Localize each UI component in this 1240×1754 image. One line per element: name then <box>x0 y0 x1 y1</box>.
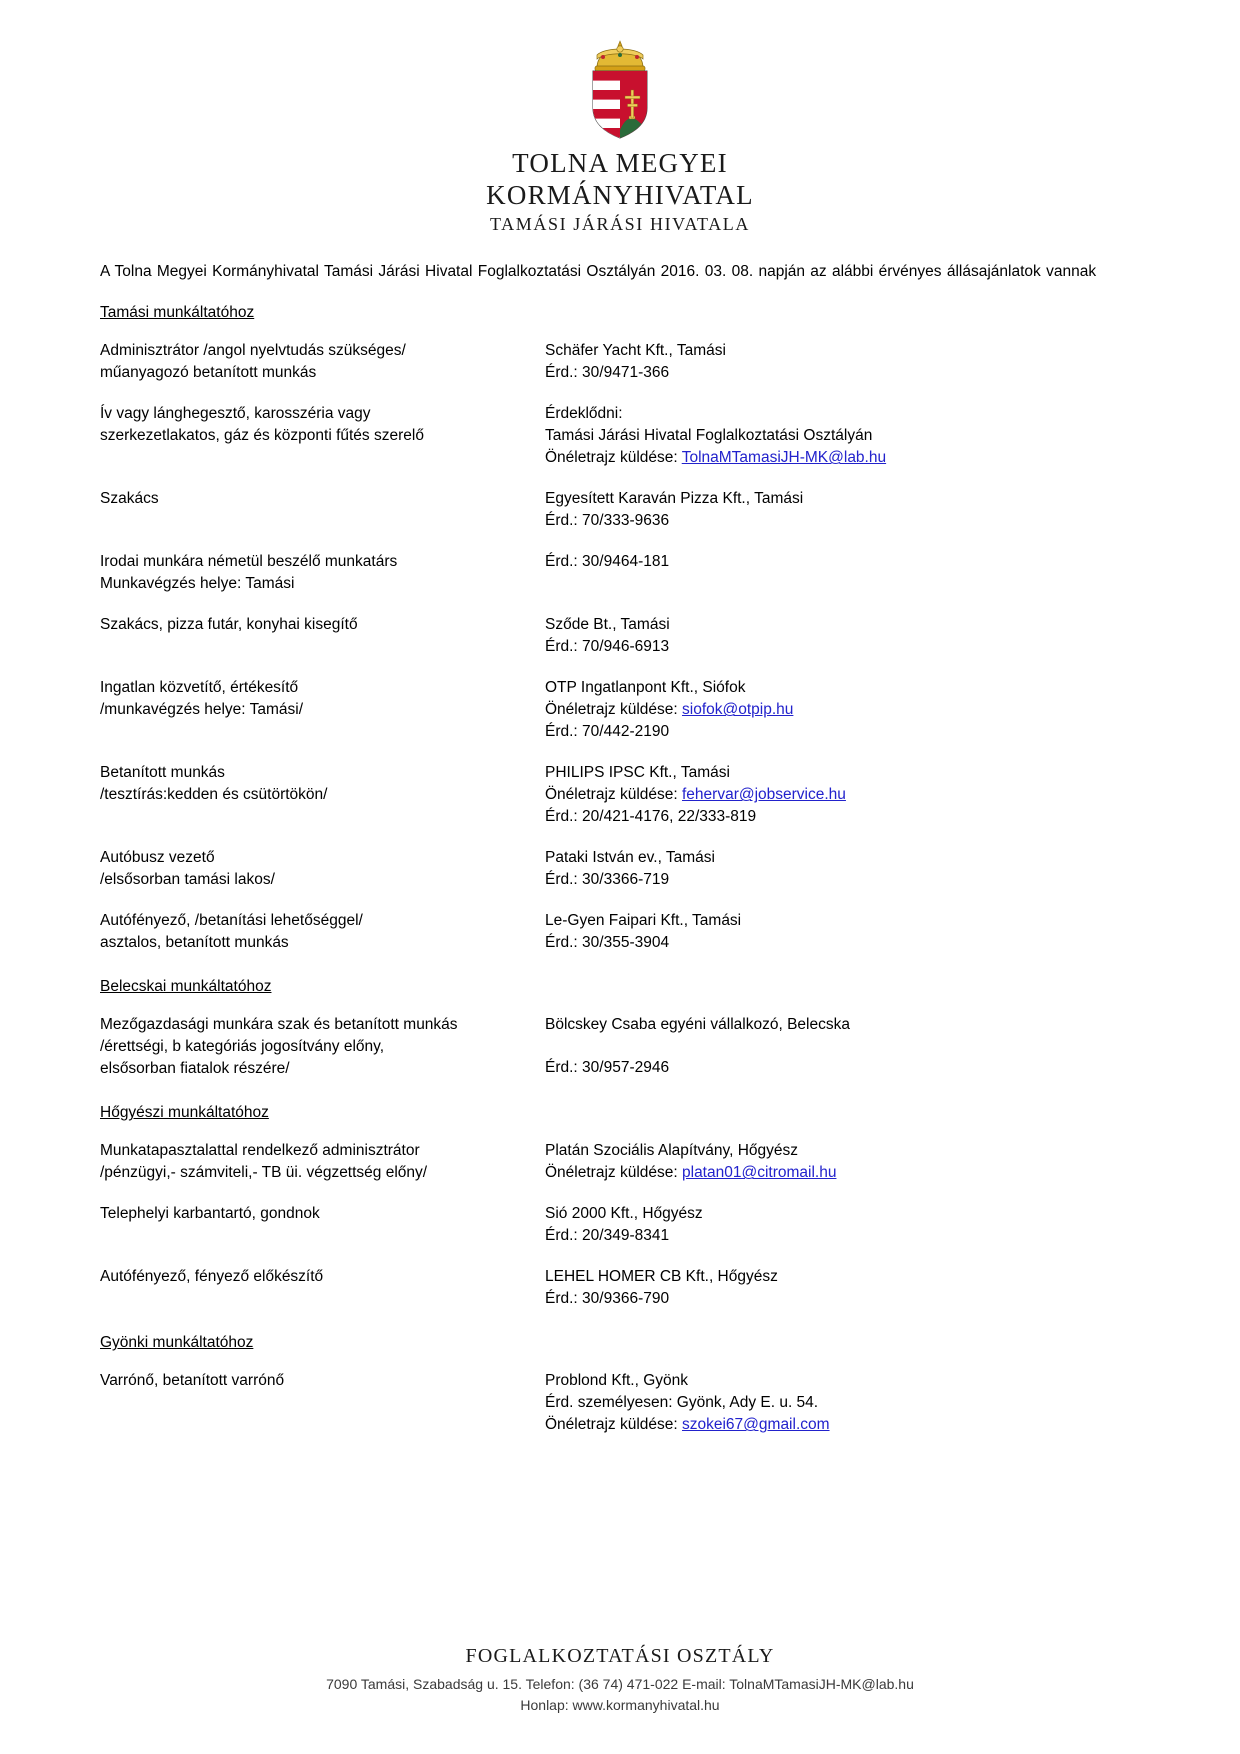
contact-text: OTP Ingatlanpont Kft., Siófok <box>545 679 746 697</box>
employer-contact-line <box>545 677 1140 699</box>
job-title-line: műanyagozó betanított munkás <box>100 364 317 382</box>
blank-line <box>545 1036 1140 1057</box>
employer-contact-line <box>545 1014 1140 1036</box>
employer-contact-block <box>545 910 1140 954</box>
job-title-line: Autófényező, /betanítási lehetőséggel/ <box>100 912 363 930</box>
job-title-block <box>100 847 545 891</box>
job-title-block <box>100 1203 545 1247</box>
employer-contact-line <box>545 784 1140 806</box>
contact-text: Tamási Járási Hivatal Foglalkoztatási Osztályán <box>545 427 873 445</box>
contact-text: Önéletrajz küldése: <box>545 1416 682 1434</box>
job-title-line: Betanított munkás <box>100 764 225 782</box>
employer-contact-line <box>545 1370 1140 1392</box>
hungarian-coat-of-arms-icon <box>581 38 659 142</box>
contact-text: Érd.: 30/355-3904 <box>545 934 670 952</box>
contact-text: Érd.: 30/9471-366 <box>545 364 670 382</box>
job-listing <box>100 910 1140 954</box>
job-listing <box>100 1370 1140 1436</box>
employer-contact-line <box>545 806 1140 828</box>
job-title-block <box>100 403 545 469</box>
employer-contact-line <box>545 869 1140 891</box>
job-title-line: /munkavégzés helye: Tamási/ <box>100 701 304 719</box>
employer-contact-line <box>545 488 1140 510</box>
job-listing <box>100 1266 1140 1310</box>
contact-text: Önéletrajz küldése: <box>545 701 682 719</box>
employer-contact-block <box>545 551 1140 595</box>
employer-contact-block <box>545 340 1140 384</box>
job-title-line: Mezőgazdasági munkára szak és betanított munkás <box>100 1016 458 1034</box>
employer-contact-block <box>545 614 1140 658</box>
employer-contact-block <box>545 1140 1140 1184</box>
employer-contact-line <box>545 1203 1140 1225</box>
contact-text: Érd. személyesen: Gyönk, Ady E. u. 54. <box>545 1394 819 1412</box>
contact-text: Problond Kft., Gyönk <box>545 1372 689 1390</box>
job-title-block <box>100 1370 545 1436</box>
employer-contact-block <box>545 488 1140 532</box>
job-listing <box>100 488 1140 532</box>
job-title-line: asztalos, betanított munkás <box>100 934 289 952</box>
contact-text: Érd.: 30/9366-790 <box>545 1290 670 1308</box>
org-name-line3: TAMÁSI JÁRÁSI HIVATALA <box>490 213 750 234</box>
job-title-line: Szakács, pizza futár, konyhai kisegítő <box>100 616 358 634</box>
footer-address: 7090 Tamási, Szabadság u. 15. Telefon: (36 74) 471-022 E-mail: TolnaMTamasiJH-MK@lab.hu <box>326 1676 914 1692</box>
job-listing <box>100 1203 1140 1247</box>
employer-contact-block <box>545 1266 1140 1310</box>
job-listing <box>100 1014 1140 1080</box>
employer-contact-line <box>545 510 1140 532</box>
job-title-line: Varrónő, betanított varrónő <box>100 1372 285 1390</box>
job-title-line: Munkatapasztalattal rendelkező adminisztrátor <box>100 1142 420 1160</box>
employer-contact-line <box>545 1057 1140 1079</box>
employer-contact-block <box>545 1203 1140 1247</box>
job-title-block <box>100 910 545 954</box>
employer-contact-line <box>545 1288 1140 1310</box>
email-link[interactable]: platan01@citromail.hu <box>682 1164 837 1182</box>
contact-text: Érd.: 20/349-8341 <box>545 1227 670 1245</box>
contact-text: Egyesített Karaván Pizza Kft., Tamási <box>545 490 804 508</box>
job-title-block <box>100 1266 545 1310</box>
contact-text: Érd.: 70/442-2190 <box>545 723 670 741</box>
job-title-line: elsősorban fiatalok részére/ <box>100 1060 290 1078</box>
contact-text: Érd.: 30/3366-719 <box>545 871 670 889</box>
employer-contact-line <box>545 551 1140 573</box>
job-title-line: Ingatlan közvetítő, értékesítő <box>100 679 299 697</box>
contact-text: Érd.: 70/333-9636 <box>545 512 670 530</box>
employer-contact-line <box>545 932 1140 954</box>
footer-website: Honlap: www.kormanyhivatal.hu <box>520 1697 720 1713</box>
contact-text: Platán Szociális Alapítvány, Hőgyész <box>545 1142 799 1160</box>
job-listing <box>100 403 1140 469</box>
employer-contact-line <box>545 1140 1140 1162</box>
email-link[interactable]: szokei67@gmail.com <box>682 1416 830 1434</box>
job-listing <box>100 677 1140 743</box>
footer-title: FOGLALKOZTATÁSI OSZTÁLY <box>465 1645 775 1667</box>
employer-contact-line <box>545 699 1140 721</box>
employer-contact-block <box>545 847 1140 891</box>
section-title: Belecskai munkáltatóhoz <box>100 978 272 996</box>
employer-contact-line <box>545 1162 1140 1184</box>
employer-contact-line <box>545 1392 1140 1414</box>
contact-text: Érd.: 30/957-2946 <box>545 1059 670 1077</box>
employer-contact-line <box>545 447 1140 469</box>
contact-text: Érdeklődni: <box>545 405 623 423</box>
section-title: Hőgyészi munkáltatóhoz <box>100 1104 269 1122</box>
employer-contact-line <box>545 362 1140 384</box>
employer-contact-block <box>545 1014 1140 1080</box>
email-link[interactable]: siofok@otpip.hu <box>682 701 794 719</box>
job-title-line: Szakács <box>100 490 159 508</box>
job-title-line: Adminisztrátor /angol nyelvtudás szükséges/ <box>100 342 406 360</box>
employer-contact-line <box>545 1414 1140 1436</box>
job-listing <box>100 551 1140 595</box>
contact-text: PHILIPS IPSC Kft., Tamási <box>545 764 730 782</box>
employer-contact-line <box>545 1266 1140 1288</box>
job-title-block <box>100 551 545 595</box>
document-header <box>100 38 1140 235</box>
section-title: Tamási munkáltatóhoz <box>100 304 255 322</box>
contact-text: Le-Gyen Faipari Kft., Tamási <box>545 912 742 930</box>
job-title-line: Ív vagy lánghegesztő, karosszéria vagy <box>100 405 371 423</box>
job-title-line: Autófényező, fényező előkészítő <box>100 1268 324 1286</box>
job-title-block <box>100 488 545 532</box>
section-title: Gyönki munkáltatóhoz <box>100 1334 254 1352</box>
job-listing <box>100 847 1140 891</box>
job-listing <box>100 340 1140 384</box>
contact-text: Érd.: 20/421-4176, 22/333-819 <box>545 808 757 826</box>
job-listing <box>100 1140 1140 1184</box>
employer-contact-block <box>545 677 1140 743</box>
employer-contact-block <box>545 762 1140 828</box>
employer-contact-line <box>545 847 1140 869</box>
employer-contact-line <box>545 910 1140 932</box>
contact-text: Pataki István ev., Tamási <box>545 849 716 867</box>
job-title-block <box>100 614 545 658</box>
intro-paragraph: A Tolna Megyei Kormányhivatal Tamási Járási Hivatal Foglalkoztatási Osztályán 2016. 03. 08. napján az alábbi érvényes állásajánlatok vannak <box>100 262 1097 280</box>
job-title-block <box>100 677 545 743</box>
job-listing <box>100 762 1140 828</box>
contact-text: Sződe Bt., Tamási <box>545 616 670 634</box>
job-title-block <box>100 1014 545 1080</box>
job-title-line: Telephelyi karbantartó, gondnok <box>100 1205 320 1223</box>
job-title-line: /elsősorban tamási lakos/ <box>100 871 275 889</box>
employer-contact-line <box>545 614 1140 636</box>
contact-text: Érd.: 70/946-6913 <box>545 638 670 656</box>
employer-contact-block <box>545 403 1140 469</box>
job-title-block <box>100 1140 545 1184</box>
job-title-line: /pénzügyi,- számviteli,- TB üi. végzettség előny/ <box>100 1164 428 1182</box>
employer-contact-line <box>545 1225 1140 1247</box>
email-link[interactable]: TolnaMTamasiJH-MK@lab.hu <box>681 449 887 467</box>
contact-text: Önéletrajz küldése: <box>545 786 682 804</box>
email-link[interactable]: fehervar@jobservice.hu <box>682 786 846 804</box>
job-title-line: szerkezetlakatos, gáz és központi fűtés szerelő <box>100 427 424 445</box>
employer-contact-line <box>545 340 1140 362</box>
job-title-line: Autóbusz vezető <box>100 849 215 867</box>
job-title-block <box>100 340 545 384</box>
contact-text: Schäfer Yacht Kft., Tamási <box>545 342 726 360</box>
job-title-block <box>100 762 545 828</box>
employer-contact-block <box>545 1370 1140 1436</box>
job-listing <box>100 614 1140 658</box>
contact-text: Bölcskey Csaba egyéni vállalkozó, Belecska <box>545 1016 850 1034</box>
employer-contact-line <box>545 636 1140 658</box>
org-name-line1: TOLNA MEGYEI <box>512 148 728 178</box>
job-sections <box>100 304 1140 1436</box>
org-name-line2: KORMÁNYHIVATAL <box>486 179 754 210</box>
job-title-line: /tesztírás:kedden és csütörtökön/ <box>100 786 328 804</box>
job-title-line: /érettségi, b kategóriás jogosítvány előny, <box>100 1038 385 1056</box>
employer-contact-line <box>545 425 1140 447</box>
employer-contact-line <box>545 403 1140 425</box>
employer-contact-line <box>545 762 1140 784</box>
contact-text: LEHEL HOMER CB Kft., Hőgyész <box>545 1268 778 1286</box>
job-title-line: Munkavégzés helye: Tamási <box>100 575 295 593</box>
document-footer <box>0 1645 1240 1716</box>
contact-text: Önéletrajz küldése: <box>545 1164 682 1182</box>
contact-text: Érd.: 30/9464-181 <box>545 553 670 571</box>
employer-contact-line <box>545 721 1140 743</box>
contact-text: Önéletrajz küldése: <box>545 449 682 467</box>
contact-text: Sió 2000 Kft., Hőgyész <box>545 1205 703 1223</box>
job-title-line: Irodai munkára németül beszélő munkatárs <box>100 553 398 571</box>
